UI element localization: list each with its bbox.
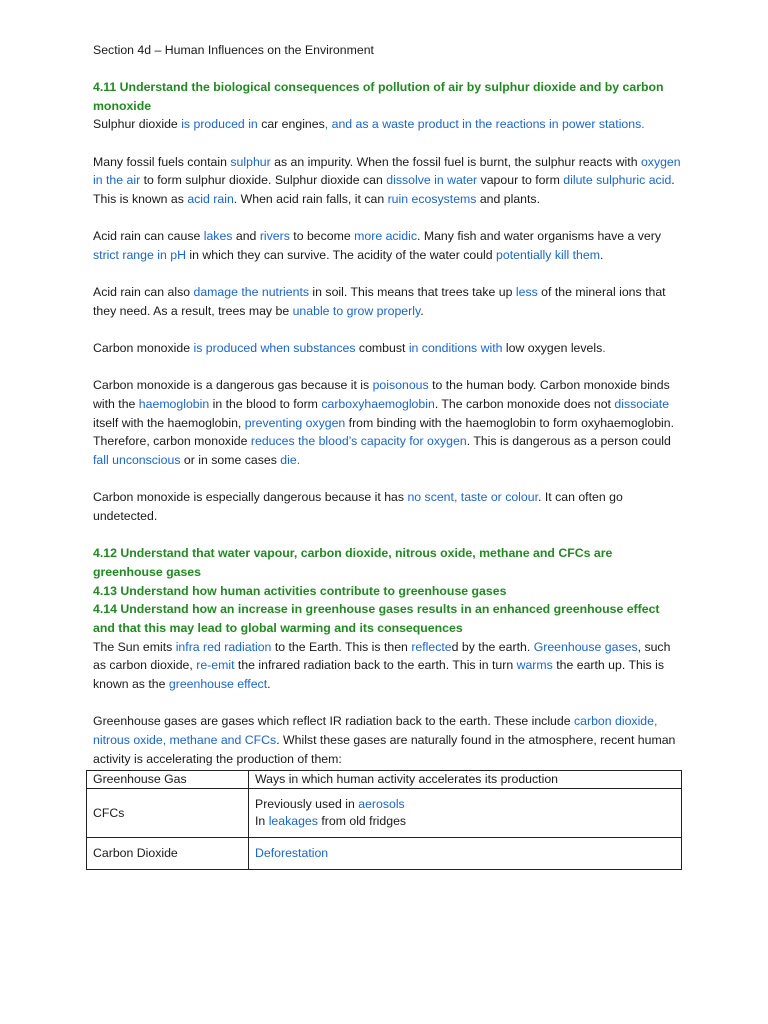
highlighted-term: is produced in: [177, 117, 262, 132]
text-segment: low oxygen levels: [505, 341, 603, 356]
paragraph-carbon-monoxide-source: [93, 339, 683, 358]
text-segment: to form sulphur dioxide. Sulphur dioxide can: [140, 173, 387, 188]
cell-highlight: aerosols: [358, 797, 405, 812]
cell-highlight: leakages: [268, 813, 318, 828]
cell-text: Previously used in: [255, 797, 359, 812]
text-segment: car engines: [261, 117, 325, 132]
heading-4-14: 4.14 Understand how an increase in greenhouse gases results in an enhanced greenhouse effect and that this may lead to global warming and its consequences: [93, 602, 660, 635]
highlighted-term: die.: [280, 453, 301, 468]
highlighted-term: in conditions with: [405, 341, 506, 356]
text-segment: . The carbon monoxide does not: [434, 396, 615, 411]
table-header-row: [87, 771, 682, 789]
highlighted-term: warms: [516, 658, 553, 673]
text-segment: from binding with the haemoglobin to form oxyhaemoglobin. Therefore, carbon monoxide: [93, 415, 675, 449]
highlighted-term: greenhouse effect: [168, 677, 268, 692]
text-segment: .: [420, 303, 424, 318]
text-segment: the infrared radiation back to the earth. This in turn: [234, 658, 517, 673]
highlighted-term: less: [515, 285, 538, 300]
highlighted-term: infra red radiation: [175, 639, 272, 654]
cell-highlight: Deforestation: [255, 846, 329, 861]
text-segment: . It can often go undetected.: [93, 490, 623, 523]
text-segment: Acid rain can cause: [93, 229, 204, 244]
highlighted-term: rivers: [259, 229, 290, 244]
document-content: [93, 41, 683, 870]
text-segment: to become: [289, 229, 355, 244]
text-segment: in the blood to form: [209, 396, 322, 411]
table-cell-gas: CFCs: [87, 788, 249, 837]
table-header-ways: Ways in which human activity accelerates its production: [249, 771, 682, 789]
highlighted-term: , and as a waste product in the reactions in power stations.: [324, 117, 645, 132]
highlighted-term: more acidic: [354, 229, 418, 244]
highlighted-term: haemoglobin: [138, 396, 210, 411]
text-segment: . This is dangerous as a person could: [466, 434, 671, 449]
highlighted-term: .: [602, 341, 606, 356]
text-segment: itself with the haemoglobin,: [93, 415, 245, 430]
section-header: Section 4d – Human Influences on the Environment: [93, 43, 374, 57]
text-segment: Carbon monoxide is a dangerous gas because it is: [93, 378, 373, 393]
table-header-gas: Greenhouse Gas: [87, 771, 249, 789]
text-segment: The Sun emits: [93, 639, 176, 654]
text-segment: the earth up. This is known as the: [93, 658, 664, 692]
highlighted-term: acid rain: [187, 192, 234, 207]
paragraph-acid-rain-soil: [93, 283, 683, 320]
table-cell-ways: [249, 788, 682, 837]
text-segment: to the human body. Carbon monoxide binds with the: [93, 378, 670, 411]
text-segment: in soil. This means that trees take up: [309, 285, 516, 300]
text-segment: Carbon monoxide: [93, 341, 191, 356]
text-segment: d by the earth.: [451, 639, 534, 654]
heading-4-12: 4.12 Understand that water vapour, carbon dioxide, nitrous oxide, methane and CFCs are greenhouse gases: [93, 546, 613, 579]
highlighted-term: strict range in pH: [93, 247, 186, 262]
highlighted-term: dissociate: [614, 396, 670, 411]
highlighted-term: reflecte: [411, 639, 452, 654]
highlighted-term: poisonous: [372, 378, 429, 393]
paragraph-greenhouse-effect: [93, 638, 683, 694]
highlighted-term: re-emit: [196, 658, 235, 673]
paragraph-acid-rain-lakes: [93, 227, 683, 264]
text-segment: .: [599, 247, 604, 262]
heading-4-11: 4.11 Understand the biological consequences of pollution of air by sulphur dioxide and by carbon monoxide: [93, 80, 664, 113]
paragraph-carbon-monoxide-undetected: [93, 488, 683, 525]
text-segment: Many fossil fuels contain: [93, 154, 231, 169]
text-segment: as an impurity. When the fossil fuel is burnt, the sulphur reacts with: [270, 154, 641, 169]
text-segment: or in some cases: [180, 453, 281, 468]
paragraph-fossil-fuels: [93, 153, 683, 209]
table-row: [87, 837, 682, 869]
text-segment: combust: [358, 341, 406, 356]
text-segment: Acid rain can also: [93, 285, 194, 300]
greenhouse-gas-table: [86, 770, 682, 870]
highlighted-term: dissolve in water: [386, 173, 478, 188]
highlighted-term: sulphur: [230, 154, 271, 169]
text-segment: . Many fish and water organisms have a very: [417, 229, 662, 244]
text-segment: in which they can survive. The acidity of the water could: [185, 247, 497, 262]
table-row: [87, 788, 682, 837]
text-segment: of the mineral ions that they need. As a result, trees may be: [93, 285, 666, 318]
text-segment: vapour to form: [477, 173, 564, 188]
text-segment: and: [232, 229, 260, 244]
highlighted-term: reduces the blood’s capacity for oxygen: [250, 434, 467, 449]
highlighted-term: potentially kill them: [496, 247, 600, 262]
highlighted-term: ruin ecosystems: [387, 192, 477, 207]
text-segment: to the Earth. This is then: [271, 639, 412, 654]
paragraph-carbon-monoxide-danger: [93, 376, 683, 470]
text-segment: , such as carbon dioxide,: [93, 639, 671, 673]
highlighted-term: oxygen in the air: [93, 154, 681, 188]
cell-text: from old fridges: [317, 813, 407, 828]
cell-text: In: [255, 813, 269, 828]
highlighted-term: dilute sulphuric acid: [563, 173, 672, 188]
text-segment: . Whilst these gases are naturally found in the atmosphere, recent human activity is accelerating the production of them:: [93, 732, 676, 766]
text-segment: . This is known as: [93, 173, 675, 207]
text-segment: and plants.: [476, 192, 541, 207]
paragraph-sulphur-dioxide-source: [93, 115, 683, 134]
highlighted-term: damage the nutrients: [193, 285, 310, 300]
highlighted-term: fall unconscious: [93, 453, 181, 468]
highlighted-term: is produced when substances: [190, 341, 359, 356]
highlighted-term: carboxyhaemoglobin: [321, 396, 435, 411]
highlighted-term: unable to grow properly: [292, 303, 421, 318]
highlighted-term: no scent, taste or colour: [407, 490, 539, 505]
highlighted-term: preventing oxygen: [244, 415, 346, 430]
table-cell-ways: [249, 837, 682, 869]
text-segment: Greenhouse gases are gases which reflect IR radiation back to the earth. These include: [93, 714, 574, 729]
text-segment: Sulphur dioxide: [93, 117, 178, 132]
highlighted-term: lakes: [203, 229, 233, 244]
text-segment: . When acid rain falls, it can: [233, 192, 388, 207]
highlighted-term: carbon dioxide, nitrous oxide, methane and CFCs: [93, 714, 658, 747]
highlighted-term: Greenhouse gases: [533, 639, 638, 654]
paragraph-greenhouse-gases: [93, 712, 683, 768]
text-segment: Carbon monoxide is especially dangerous because it has: [93, 490, 408, 505]
heading-4-13: 4.13 Understand how human activities contribute to greenhouse gases: [93, 583, 507, 598]
text-segment: .: [267, 677, 271, 692]
table-cell-gas: Carbon Dioxide: [87, 837, 249, 869]
